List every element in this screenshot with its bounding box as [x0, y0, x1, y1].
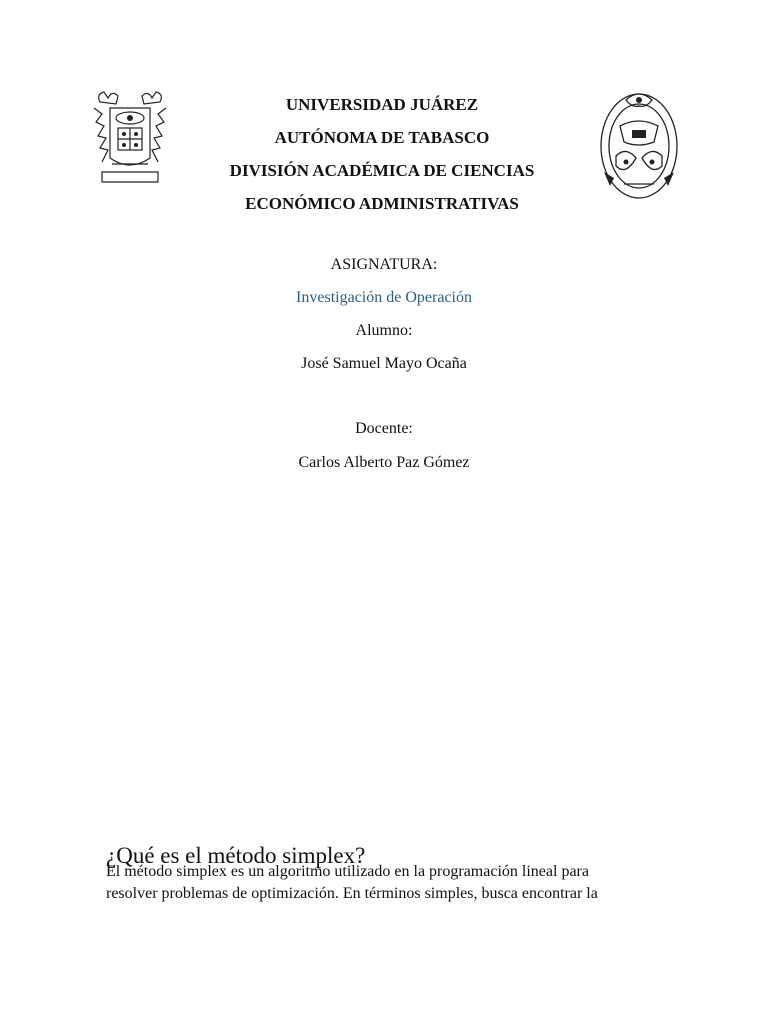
subject-name: Investigación de Operación [296, 289, 472, 306]
teacher-name: Carlos Alberto Paz Gómez [298, 454, 470, 471]
header-line-4: ECONÓMICO ADMINISTRATIVAS [245, 194, 519, 213]
student-label: Alumno: [355, 322, 413, 339]
teacher-label: Docente: [355, 420, 413, 437]
header-line-1: UNIVERSIDAD JUÁREZ [285, 95, 479, 114]
paragraph-line: El método simplex es un algoritmo utilizado en la programación lineal para [106, 863, 589, 880]
student-name: José Samuel Mayo Ocaña [301, 355, 467, 372]
section-heading: ¿Qué es el método simplex? [106, 843, 366, 868]
header-line-3: DIVISIÓN ACADÉMICA DE CIENCIAS [229, 161, 535, 180]
paragraph-line: resolver problemas de optimización. En términos simples, busca encontrar la [106, 885, 598, 902]
institution-header [190, 88, 574, 220]
subject-label: ASIGNATURA: [330, 256, 438, 273]
university-seal-icon [92, 88, 168, 188]
section-paragraph [106, 861, 666, 905]
header-line-2: AUTÓNOMA DE TABASCO [274, 128, 490, 147]
division-seal-icon [596, 86, 682, 204]
